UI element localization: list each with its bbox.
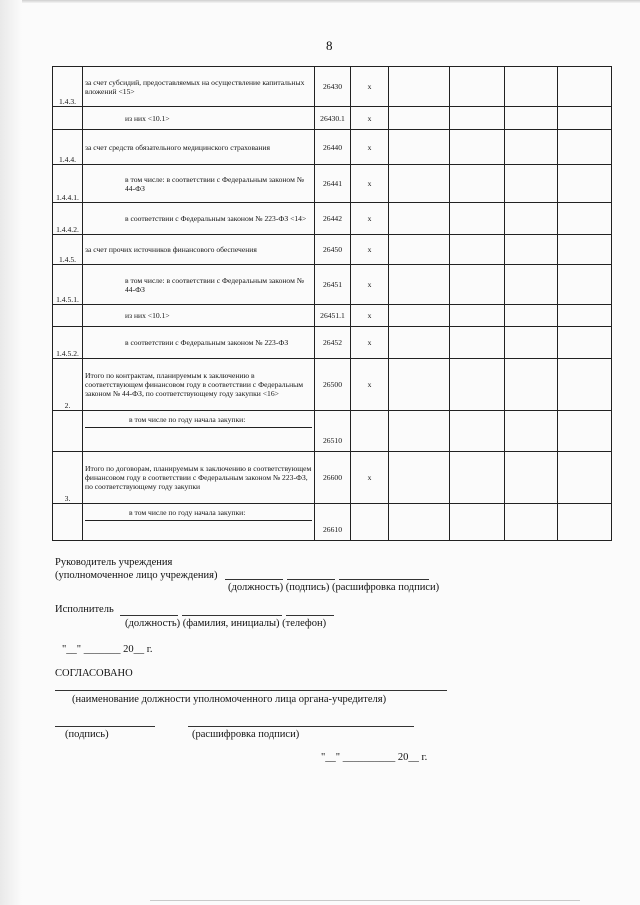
agreed-heading: СОГЛАСОВАНО [55,668,133,679]
row-code: 26441 [315,165,351,203]
row-description: в соответствии с Федеральным законом № 223-ФЗ [125,338,289,347]
row-description-cell [83,305,315,327]
row-empty-cell [505,504,558,541]
row-code: 26610 [315,504,351,541]
table-row [53,327,612,359]
row-description-cell [83,67,315,107]
row-code: 26500 [315,359,351,411]
table-row [53,107,612,130]
row-description: за счет прочих источников финансового обеспечения [85,245,257,254]
row-number: 1.4.4.2. [53,203,83,235]
row-number [53,107,83,130]
row-number: 1.4.5. [53,235,83,265]
executor-phone-line [286,615,334,616]
row-number: 1.4.5.1. [53,265,83,305]
row-description: за счет средств обязательного медицинского страхования [85,142,270,152]
row-empty-cell [505,235,558,265]
sign-caption: (подпись) [65,729,109,740]
row-number: 3. [53,452,83,504]
scan-edge-left [0,0,22,905]
row-code: 26451.1 [315,305,351,327]
row-empty-cell [505,452,558,504]
row-empty-cell [389,411,450,452]
row-code: 26450 [315,235,351,265]
row-empty-cell [505,107,558,130]
row-description: из них <10.1> [125,311,170,320]
row-x-mark: x [351,107,389,130]
scan-edge-bottom [150,900,580,901]
row-number [53,305,83,327]
row-description-cell [83,235,315,265]
row-x-mark: x [351,130,389,165]
row-empty-cell [505,327,558,359]
row-empty-cell [558,235,612,265]
row-description-blank [85,521,312,540]
table-row [53,67,612,107]
head-decode-line [339,579,429,580]
row-empty-cell [450,305,505,327]
row-x-mark [351,504,389,541]
table-row [53,359,612,411]
row-description-split [83,504,315,541]
row-code: 26452 [315,327,351,359]
row-empty-cell [505,411,558,452]
row-description: в том числе: в соответствии с Федеральным законом № 44-ФЗ [125,275,305,294]
row-x-mark: x [351,203,389,235]
row-empty-cell [450,235,505,265]
table-row [53,203,612,235]
row-empty-cell [389,265,450,305]
row-number: 1.4.4.1. [53,165,83,203]
row-description-cell [83,452,315,504]
head-label-2: (уполномоченное лицо учреждения) [55,570,218,581]
executor-label: Исполнитель [55,604,114,615]
row-empty-cell [505,305,558,327]
table-row [53,235,612,265]
row-empty-cell [389,359,450,411]
row-empty-cell [450,452,505,504]
row-description: за счет субсидий, предоставляемых на осуществление капитальных вложений <15> [85,77,305,96]
executor-position-line [120,615,178,616]
row-empty-cell [558,67,612,107]
table-row [53,165,612,203]
row-number: 1.4.5.2. [53,327,83,359]
scan-edge-top [0,0,640,3]
row-empty-cell [450,165,505,203]
row-description-blank [85,428,312,451]
row-description-cell [83,203,315,235]
row-empty-cell [450,107,505,130]
head-position-line [225,579,283,580]
agreed-position-line [55,690,447,691]
row-empty-cell [450,130,505,165]
row-empty-cell [389,305,450,327]
row-empty-cell [389,504,450,541]
row-empty-cell [389,107,450,130]
row-empty-cell [450,359,505,411]
row-empty-cell [389,165,450,203]
table-row [53,411,612,452]
row-x-mark: x [351,235,389,265]
row-empty-cell [558,327,612,359]
row-x-mark: x [351,359,389,411]
row-empty-cell [389,203,450,235]
head-signature-line [287,579,335,580]
row-empty-cell [450,411,505,452]
row-empty-cell [505,130,558,165]
row-number [53,504,83,541]
agreed-decode-line [188,726,414,727]
row-x-mark: x [351,165,389,203]
row-code: 26510 [315,411,351,452]
row-description-cell [83,327,315,359]
row-empty-cell [450,203,505,235]
row-empty-cell [450,327,505,359]
row-description-cell [83,165,315,203]
table-row [53,265,612,305]
row-empty-cell [389,130,450,165]
row-number: 1.4.4. [53,130,83,165]
row-x-mark: x [351,452,389,504]
row-empty-cell [505,265,558,305]
table-row [53,452,612,504]
row-x-mark: x [351,327,389,359]
row-description-cell [83,130,315,165]
row-number: 2. [53,359,83,411]
row-code: 26430.1 [315,107,351,130]
row-empty-cell [389,67,450,107]
agreed-signature-line [55,726,155,727]
row-x-mark: x [351,265,389,305]
table-row [53,130,612,165]
row-description: из них <10.1> [125,113,170,123]
row-code: 26440 [315,130,351,165]
table-row [53,305,612,327]
row-empty-cell [505,165,558,203]
row-description-cell [83,265,315,305]
row-empty-cell [389,452,450,504]
row-description-split [83,411,315,452]
row-empty-cell [505,67,558,107]
row-x-mark: x [351,67,389,107]
date-line-2: "__" __________ 20__ г. [321,752,428,763]
row-x-mark [351,411,389,452]
row-empty-cell [558,452,612,504]
row-empty-cell [558,411,612,452]
row-empty-cell [389,235,450,265]
agreed-caption: (наименование должности уполномоченного лица органа-учредителя) [72,694,387,705]
row-number: 1.4.3. [53,67,83,107]
row-code: 26442 [315,203,351,235]
row-empty-cell [558,130,612,165]
executor-name-line [182,615,282,616]
table-row [53,504,612,541]
row-description: Итого по контрактам, планируемым к заключению в соответствующем финансовом году в соответствии с Федеральным законом № 44-ФЗ, по соответствующему году закупки <16> [85,371,304,398]
row-number [53,411,83,452]
row-description: в том числе по году начала закупки: [85,504,312,521]
decode-caption: (расшифровка подписи) [192,729,300,740]
row-description: в том числе по году начала закупки: [85,411,312,428]
row-empty-cell [505,359,558,411]
row-empty-cell [558,305,612,327]
page-number: 8 [326,38,333,53]
row-empty-cell [558,504,612,541]
row-code: 26600 [315,452,351,504]
row-empty-cell [450,504,505,541]
data-table [52,66,612,541]
row-empty-cell [450,265,505,305]
row-description: в соответствии с Федеральным законом № 223-ФЗ <14> [125,214,307,223]
row-empty-cell [558,165,612,203]
row-description: в том числе: в соответствии с Федеральным законом № 44-ФЗ [125,174,305,193]
row-description: Итого по договорам, планируемым к заключению в соответствующем финансовом году в соответствии с Федеральным законом № 223-ФЗ, по соответствующему году закупки [85,464,312,491]
row-code: 26430 [315,67,351,107]
row-description-cell [83,359,315,411]
executor-caption: (должность) (фамилия, инициалы) (телефон) [125,618,327,629]
row-empty-cell [558,203,612,235]
head-label-1: Руководитель учреждения [55,557,173,568]
row-code: 26451 [315,265,351,305]
head-caption: (должность) (подпись) (расшифровка подписи) [228,582,440,593]
row-description-cell [83,107,315,130]
date-line-1: "__" _______ 20__ г. [62,644,153,655]
row-x-mark: x [351,305,389,327]
row-empty-cell [450,67,505,107]
row-empty-cell [558,107,612,130]
row-empty-cell [505,203,558,235]
row-empty-cell [389,327,450,359]
row-empty-cell [558,265,612,305]
row-empty-cell [558,359,612,411]
